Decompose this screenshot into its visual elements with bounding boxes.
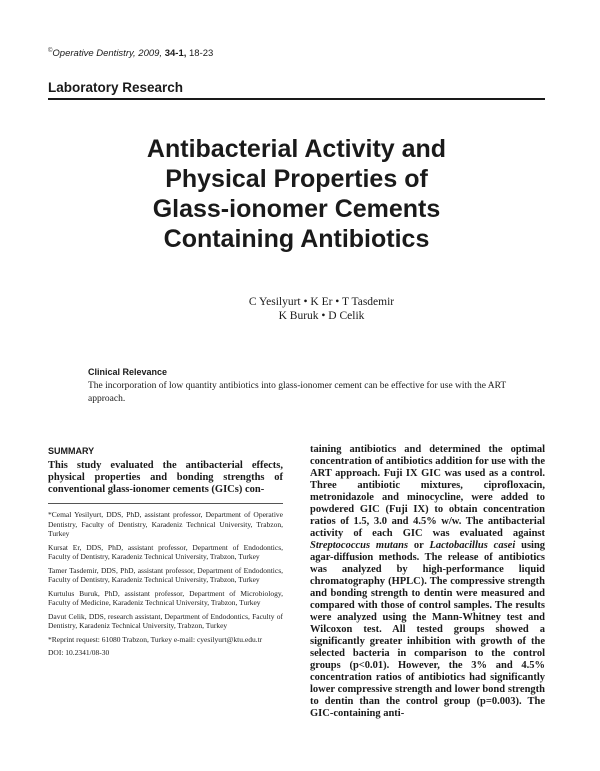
section-heading: Laboratory Research (48, 80, 184, 95)
title-line: Antibacterial Activity and (146, 135, 447, 163)
author-list (48, 295, 545, 323)
footnote-author: Kursat Er, DDS, PhD, assistant professor, Department of Endodontics, Faculty of Dentistry, Karadeniz Technical University, Trabzon, Turkey (48, 542, 283, 561)
journal-name: Operative Dentistry, 2009, (52, 48, 163, 60)
footnote-author: Kurtulus Buruk, PhD, assistant professor, Department of Microbiology, Faculty of Medicine, Karadeniz Technical University, Trabzon, Turkey (48, 588, 283, 607)
article-title (48, 134, 545, 254)
footnote-author: Davut Celik, DDS, research assistant, Department of Endodontics, Faculty of Dentistry, Karadeniz Technical University, Trabzon, Turkey (48, 611, 283, 630)
species-name: Lactobacillus casei (429, 540, 516, 551)
clinical-relevance-text: The incorporation of low quantity antibiotics into glass-ionomer cement can be effective for use with the ART approach. (88, 381, 507, 404)
title-line: Containing Antibiotics (163, 225, 430, 253)
title-line: Glass-ionomer Cements (152, 195, 441, 223)
species-name: Streptococcus mutans (310, 540, 409, 551)
summary-continuation (310, 444, 545, 720)
summary-text-part: using agar-diffusion methods. The release of antibiotics was analyzed by high-performance liquid chromatography (HPLC). The compressive strength and bonding strength to dentin were measured and compared with those of control samples. The results were analyzed using the Mann-Whitney test and Wilcoxon test. All tested groups showed a significantly greater inhibition with growth of the selected bacteria in comparison to the control groups (p<0.01). However, the 3% and 4.5% concentration ratios of antibiotics had significantly lower compressive strength and lower bond strength to dentin than the control group (p=0.003). The GIC-containing anti- (310, 540, 546, 719)
footnote-author: Tamer Tasdemir, DDS, PhD, assistant professor, Department of Endodontics, Faculty of Dentistry, Karadeniz Technical University, Trabzon, Turkey (48, 565, 283, 584)
author-line: C Yesilyurt • K Er • T Tasdemir (248, 296, 395, 308)
summary-heading: SUMMARY (48, 446, 95, 456)
footnote-divider (48, 503, 283, 504)
right-column (310, 444, 545, 720)
author-line: K Buruk • D Celik (278, 310, 365, 322)
journal-citation (48, 48, 213, 59)
footnote-reprint: *Reprint request: 61080 Trabzon, Turkey e-mail: cyesilyurt@ktu.edu.tr (48, 634, 263, 644)
journal-volume: 34-1, (164, 48, 187, 60)
left-column (48, 446, 283, 662)
footnote-author: *Cemal Yesilyurt, DDS, PhD, assistant professor, Department of Operative Dentistry, Faculty of Dentistry, Karadeniz Technical University, Trabzon, Turkey (48, 510, 283, 538)
footnote-doi: DOI: 10.2341/08-30 (48, 648, 110, 657)
journal-pages: 18-23 (189, 48, 214, 60)
summary-text-start: This study evaluated the antibacterial effects, physical properties and bonding strengths of conventional glass-ionomer cements (GICs) con- (48, 460, 283, 495)
header-divider (48, 98, 545, 100)
summary-text-part: taining antibiotics and determined the optimal concentration of antibiotics addition for use with the ART approach. Fuji IX GIC was used as a control. Three antibiotic mixtures, ciprofloxacin, metronidazole and minocycline, were added to powdered GIC (Fuji IX) to obtain concentration ratios of 1.5, 3.0 and 4.5% w/w. The antibacterial activity of each GIC was evaluated against (310, 444, 545, 539)
title-line: Physical Properties of (165, 165, 428, 193)
clinical-relevance-heading: Clinical Relevance (88, 367, 168, 377)
summary-text-part: or (413, 540, 424, 551)
copyright-symbol: © (48, 48, 53, 54)
